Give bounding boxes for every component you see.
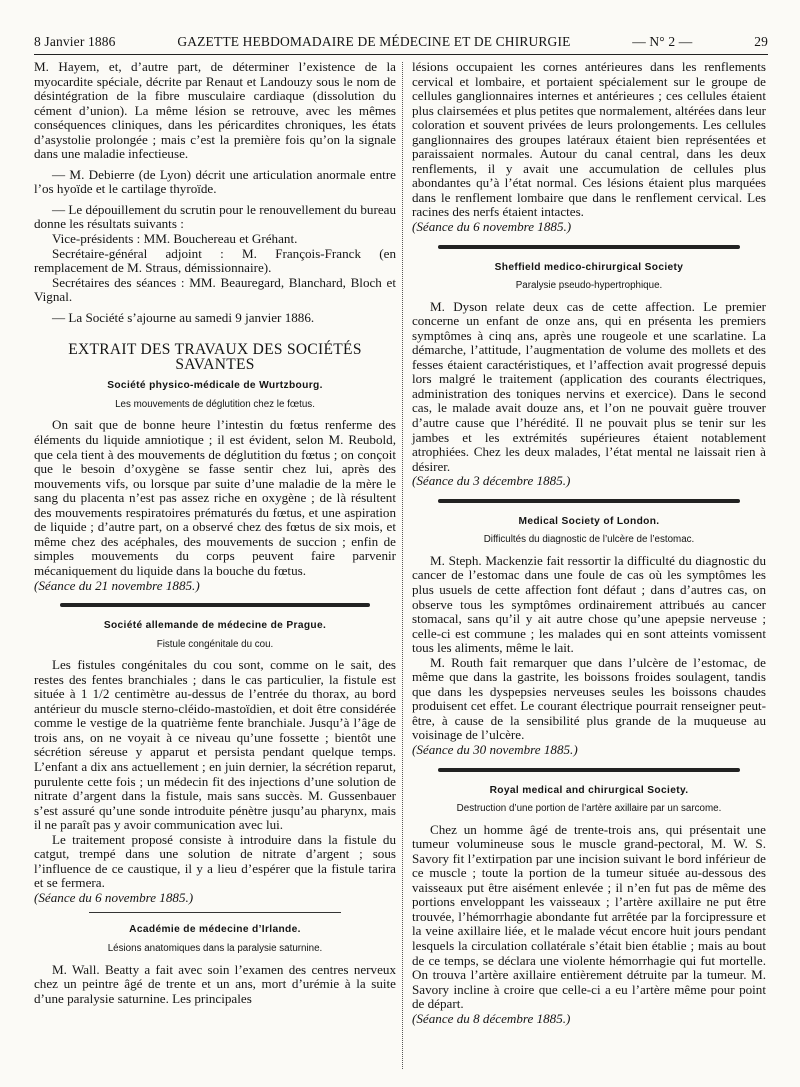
section-rule	[438, 499, 740, 503]
header-date: 8 Janvier 1886	[34, 34, 116, 49]
ireland-paragraph: M. Wall. Beatty a fait avec soin l’examen des centres nerveux chez un peintre âgé de trente et un ans, mort d’urémie à la suite d’une paralysie saturnine. Les principales	[34, 961, 396, 1006]
session-secretaries: Secrétaires des séances : MM. Beauregard, Blanchard, Bloch et Vignal.	[34, 274, 396, 305]
wurtzbourg-society-title: Société physico-médicale de Wurtzbourg.	[107, 380, 323, 392]
prague-paragraph-1: Les fistules congénitales du cou sont, comme on le sait, des restes des fentes branchiales ; dans le cas particulier, la fistule est située à 1 1/2 centimètre au-dessus de l’entrée du thorax, au bord antérieur du muscle sterno-cléido-mastoïdien, et doit être considérée comme le vestige de la quatrième fente branchiale. Jusqu’à l’âge de trois ans, on ne voyait à ce niveau qu’une fossette ; bientôt une sécrétion séreuse y apparut et persista pendant quelque temps. L’enfant a dix ans actuellement ; en juin dernier, la sécrétion reparut, purulente cette fois ; un médecin fit des injections d’une solution de nitrate d’argent dans la fistule, mais sans succès. M. Gussenbauer s’est assuré qu’une sonde introduite pénètre jusqu’au pharynx, mais il ne paraît pas y avoir communication avec lui.	[34, 657, 396, 833]
prague-society-title: Société allemande de médecine de Prague.	[103, 620, 327, 632]
journal-title: GAZETTE HEBDOMADAIRE DE MÉDECINE ET DE CHIRURGIE	[177, 34, 571, 49]
page-number: 29	[754, 34, 768, 49]
column-divider	[402, 62, 403, 1069]
royal-paragraph: Chez un homme âgé de trente-trois ans, qui présentait une tumeur volumineuse sous le muscle grand-pectoral, M. W. S. Savory fit l’extirpation par une incision suivant le bord inférieur de ce muscle ; toute la portion de la tumeur située au-dessous des vaisseaux put être aisément enlevée ; il n’en fut pas de même des portions enveloppant les vaisseaux ; l’artère axillaire ne put être trouvée, l’hémorrhagie abondante fut arrêtée par la forcipressure et la veine axillaire liée, et le malade vécut encore huit jours pendant lesquels la circulation collatérale s’était bien établie ; mais au bout de ce temps, se déclara une violente hémorrhagie qui fut mortelle. On trouva l’artère axillaire entièrement détruite par la tumeur. M. Savory incline à croire que celle-ci a eu l’artère même pour point de départ.	[412, 821, 766, 1012]
royal-subject: Destruction d’une portion de l’artère axillaire par un sarcome.	[456, 803, 722, 815]
vice-presidents: Vice-présidents : MM. Bouchereau et Gréhant.	[52, 231, 298, 247]
secretary-general: Secrétaire-général adjoint : M. François-Franck (en remplacement de M. Straus, démissionnaire).	[34, 245, 396, 276]
prague-subject: Fistule congénitale du cou.	[156, 638, 274, 650]
page-header	[34, 30, 768, 55]
wurtzbourg-subject: Les mouvements de déglutition chez le fœtus.	[115, 398, 315, 410]
london-subject: Difficultés du diagnostic de l’ulcère de l’estomac.	[483, 534, 695, 546]
left-column	[34, 60, 396, 1006]
section-rule	[438, 245, 740, 249]
sheffield-paragraph: M. Dyson relate deux cas de cette affection. Le premier concerne un enfant de onze ans, qui en présenta les premiers symptômes à cinq ans, après une rougeole et une scarlatine. La démarche, l’attitude, l’augmentation de volume des mollets et des fesses étaient caractéristiques, et l’affection avait progressé depuis lors malgré le traitement (application des courants électriques, administration des toniques nervins et exercice). Dans le second cas, le malade avait douze ans, et l’on ne pouvait guère trouver d’autre cause que l’hérédité. Il ne pouvait plus se tenir sur les jambes et les extrémités supérieures étaient notablement atrophiées. Chez les deux malades, l’état mental ne laissait rien à désirer.	[412, 298, 766, 474]
royal-session-date: (Séance du 8 décembre 1885.)	[412, 1010, 571, 1026]
intro-paragraph-1: M. Hayem, et, d’autre part, de déterminer l’existence de la myocardite spéciale, décrite par Renaut et Landouzy sous le nom de désintégration de la fibre musculaire cardiaque (dissolution du cément d’union). La même lésion se retrouve, avec les mêmes conséquences cliniques, dans les péricardites chroniques, les états d’asystolie prolongée ; mais c’est la première fois qu’on la signale dans une maladie infectieuse.	[34, 59, 396, 162]
section-title: EXTRAIT DES TRAVAUX DES SOCIÉTÉS SAVANTES	[68, 341, 362, 373]
intro-paragraph-2: — M. Debierre (de Lyon) décrit une articulation anormale entre l’os hyoïde et le cartilage thyroïde.	[34, 166, 396, 197]
london-society-title: Medical Society of London.	[518, 515, 660, 527]
prague-paragraph-2: Le traitement proposé consiste à introduire dans la fistule du catgut, trempé dans une solution de nitrate d’argent ; sous l’influence de ce caustique, il y a lieu d’espérer que la fistule tarira et se fermera.	[34, 831, 396, 891]
ireland-society-title: Académie de médecine d’Irlande.	[129, 924, 301, 936]
wurtzbourg-paragraph: On sait que de bonne heure l’intestin du fœtus renferme des éléments du liquide amniotique ; il est évident, selon M. Reubold, que cela tient à des mouvements de déglutition du fœtus ; on conçoit que le besoin d’oxygène se fasse sentir chez lui, après des mouvements vifs, ou lorsque par suite d’une maladie de la mère le sang du placenta n’est pas assez riche en oxygène ; de là résultent des mouvements respiratoires prématurés du fœtus, et une aspiration de liquide ; d’autre part, on a observé chez des fœtus de six mois, et même chez des acéphales, des mouvements de succion ; enfin de simples mouvements du corps peuvent faire parvenir mécaniquement du liquide dans la bouche du fœtus.	[34, 417, 396, 578]
continuation-paragraph: lésions occupaient les cornes antérieures dans les renflements cervical et lombaire, et portaient spécialement sur le groupe de cellules ganglionnaires internes et antérieures ; ces cellules étaient plus clairsemées et plus petites que normalement, altérées dans leur coloration et souvent privées de leurs prolongements. Les cellules ganglionnaires des groupes latéraux étaient bien représentées et paraissaient normales. Autour du canal central, dans les deux renflements, il y avait une accumulation de cellules plus abondantes qu’à l’état normal. Ces lésions étaient plus marquées dans le renflement lombaire que dans le renflement cervical. Les racines des nerfs étaient intactes.	[412, 59, 766, 220]
sheffield-session-date: (Séance du 3 décembre 1885.)	[412, 473, 571, 489]
section-rule	[60, 603, 370, 607]
adjournment-note: — La Société s’ajourne au samedi 9 janvier 1886.	[52, 309, 315, 325]
sheffield-society-title: Sheffield medico-chirurgical Society	[494, 261, 684, 273]
london-session-date: (Séance du 30 novembre 1885.)	[412, 741, 578, 757]
continuation-session-date: (Séance du 6 novembre 1885.)	[412, 219, 572, 235]
london-paragraph-1: M. Steph. Mackenzie fait ressortir la difficulté du diagnostic du cancer de l’estomac dans une foule de cas où les symptômes les plus usuels de cette affection font défaut ; dans d’autres cas, on observe tous les symptômes ordinairement attribués au cancer stomacal, sans qu’il y ait autre chose qu’une apepsie nerveuse ; celle-ci est commune ; les malades qui en sont atteints vomissent tous les aliments, même le lait.	[412, 552, 766, 656]
section-rule	[89, 912, 341, 913]
intro-paragraph-3: — Le dépouillement du scrutin pour le renouvellement du bureau donne les résultats suivants :	[34, 201, 396, 232]
royal-society-title: Royal medical and chirurgical Society.	[489, 784, 689, 796]
london-paragraph-2: M. Routh fait remarquer que dans l’ulcère de l’estomac, de même que dans la gastrite, les boissons froides soulagent, tandis que dans les dyspepsies nerveuses seules les boissons chaudes produisent cet effet. Le courant électrique pourrait renseigner peut-être, à cause de la sensibilité plus grande de la muqueuse au voisinage de l’ulcère.	[412, 654, 766, 743]
sheffield-subject: Paralysie pseudo-hypertrophique.	[515, 280, 663, 292]
ireland-subject: Lésions anatomiques dans la paralysie saturnine.	[107, 942, 323, 954]
right-column	[412, 60, 766, 1026]
section-rule	[438, 768, 740, 772]
wurtzbourg-session-date: (Séance du 21 novembre 1885.)	[34, 577, 200, 593]
issue-number: — N° 2 —	[632, 34, 693, 49]
prague-session-date: (Séance du 6 novembre 1885.)	[34, 889, 194, 905]
